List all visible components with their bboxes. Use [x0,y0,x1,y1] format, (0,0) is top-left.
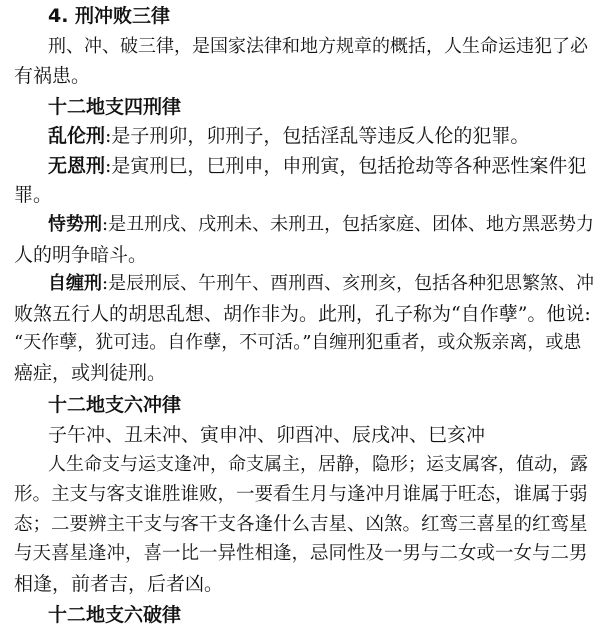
xing-wuen-line-2: 罪。 [14,184,53,206]
xing-shishi-line-2: 人的明争暗斗。 [14,244,148,266]
intro-line-2: 有祸患。 [14,65,91,87]
intro-line-1: 刑、冲、破三律，是国家法律和地方规章的概括，人生命运违犯了必 [48,36,588,57]
xing-zichan-line-1: 自缠刑:是辰刑辰、午刑午、酉刑酉、亥刑亥，包括各种犯思繁煞、冲 [48,273,595,294]
xing-term-shishi: 恃势刑 [48,214,102,235]
xing-term-zichan: 自缠刑 [48,273,102,294]
xing-wuen-line-1: 无恩刑:是寅刑巳，巳刑申，申刑寅，包括抢劫等各种恶性案件犯 [48,155,587,177]
po-heading: 十二地支六破律 [48,604,182,626]
xing-shishi-line-1: 恃势刑:是丑刑戌、戌刑未、未刑丑，包括家庭、团体、地方黑恶势力 [48,214,595,235]
chong-text-line-4: 与天喜星逢冲，喜一比一异性相逢，忌同性及一男与二女或一女与二男 [14,543,588,564]
xing-zichan-line-3: “天作孽，犹可违。自作孽，不可活。”自缠刑犯重者，或众叛亲离，或患 [14,332,582,353]
xing-heading: 十二地支四刑律 [48,96,182,118]
chong-heading: 十二地支六冲律 [48,394,182,416]
xing-term-wuen: 无恩刑 [48,155,106,177]
xing-zichan-line-2: 败煞五行人的胡思乱想、胡作非为。此刑，孔子称为“自作孽”。他说: [14,303,591,325]
chong-text-line-3: 态；二要辨主干支与客干支各逢什么吉星、凶煞。红鸾三喜星的红鸾星 [14,514,588,535]
xing-zichan-line-4: 癌症，或判徒刑。 [14,362,167,384]
xing-luanlun-line-1: 乱伦刑:是子刑卯，卯刑子，包括淫乱等违反人伦的犯罪。 [48,125,530,147]
section-title: 4. 刑冲败三律 [48,5,171,27]
chong-text-line-1: 人生命支与运支逢冲，命支属主，居静，隐形；运支属客，值动，露 [48,454,588,475]
chong-text-line-5: 相逢，前者吉，后者凶。 [14,573,224,595]
xing-term-luanlun: 乱伦刑 [48,125,106,147]
chong-text-line-2: 形。主支与客支谁胜谁败，一要看生月与逢冲月谁属于旺态，谁属于弱 [14,484,588,505]
chong-list: 子午冲、丑未冲、寅申冲、卯酉冲、辰戌冲、巳亥冲 [48,424,486,446]
